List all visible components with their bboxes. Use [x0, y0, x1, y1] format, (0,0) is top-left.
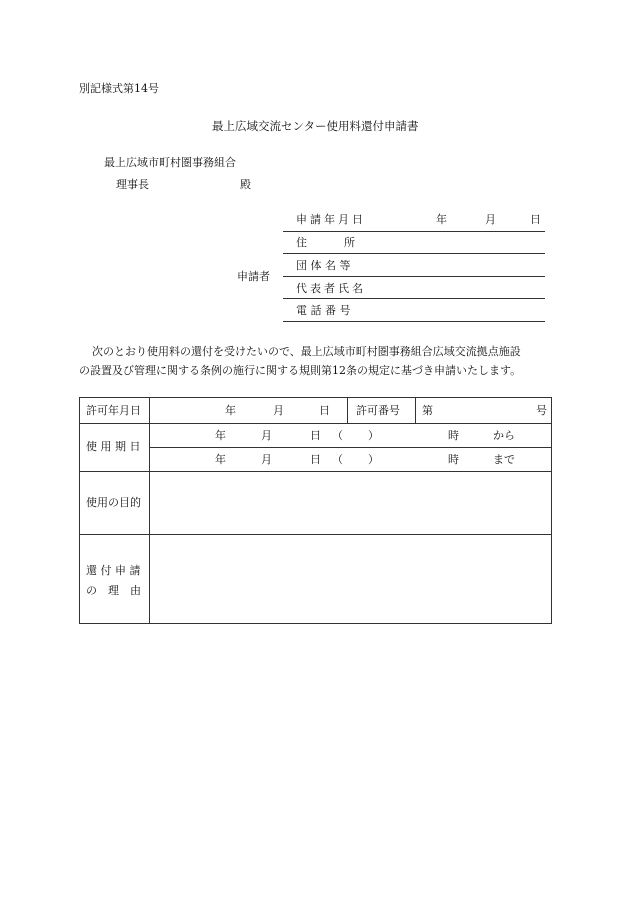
permit-no-label: 許可番号 [356, 404, 400, 417]
form-title: 最上広域交流センター使用料還付申請書 [212, 119, 419, 133]
group-name-label: 団 体 名 等 [296, 259, 351, 272]
permit-date-label: 許可年月日 [86, 404, 141, 417]
purpose-field[interactable] [151, 473, 550, 533]
period-from-kara: から [493, 429, 515, 442]
permit-month-label: 月 [273, 404, 284, 417]
refund-table [79, 397, 552, 624]
reason-label-line-1: 還 付 申 請 [86, 564, 141, 577]
purpose-label: 使用の目的 [86, 496, 141, 509]
period-from-hour: 時 [448, 429, 459, 442]
phone-field[interactable] [283, 321, 545, 322]
addressee-organization: 最上広域市町村圏事務組合 [104, 156, 236, 169]
permit-day-label: 日 [319, 404, 330, 417]
period-until-made: まで [493, 453, 515, 466]
table-border-right [551, 397, 552, 624]
address-label: 住 所 [296, 236, 356, 249]
table-border-left [79, 397, 80, 624]
addressee-role: 理事長 [116, 178, 149, 191]
period-until-hour: 時 [448, 453, 459, 466]
addressee-honorific: 殿 [240, 178, 251, 191]
permit-go-label: 号 [536, 404, 547, 417]
address-field[interactable] [283, 253, 545, 254]
period-from-paren-close: ） [368, 429, 379, 442]
group-name-field[interactable] [283, 276, 545, 277]
period-from-year: 年 [215, 429, 226, 442]
table-row-divider-3 [79, 534, 552, 535]
period-label: 使 用 期 日 [86, 440, 141, 453]
period-until-day: 日 [310, 453, 321, 466]
application-date-underline [283, 231, 545, 232]
period-until-year: 年 [215, 453, 226, 466]
period-from-paren-open: （ [332, 429, 343, 442]
body-text-line-2: の設置及び管理に関する条例の施行に関する規則第12条の規定に基づき申請いたします。 [79, 364, 522, 377]
application-month-label: 月 [485, 213, 496, 226]
period-from-month: 月 [261, 429, 272, 442]
reason-label-line-2: の 理 由 [86, 584, 141, 597]
application-day-label: 日 [530, 213, 541, 226]
form-number: 別記様式第14号 [79, 82, 159, 95]
body-text-line-1: 次のとおり使用料の還付を受けたいので、最上広域市町村圏事務組合広域交流拠点施設 [92, 345, 521, 358]
period-until-month: 月 [261, 453, 272, 466]
representative-label: 代表者氏名 [296, 282, 366, 295]
reason-field[interactable] [151, 536, 550, 622]
table-row-divider-2 [79, 471, 552, 472]
permit-no-divider-right [415, 397, 416, 424]
period-until-paren-close: ） [368, 453, 379, 466]
permit-no-divider-left [347, 397, 348, 424]
table-row-divider-period [150, 447, 552, 448]
permit-year-label: 年 [225, 404, 236, 417]
table-row-divider-1 [79, 423, 552, 424]
permit-dai-label: 第 [422, 404, 433, 417]
table-label-divider [149, 397, 150, 624]
period-until-paren-open: （ [332, 453, 343, 466]
applicant-label: 申請者 [237, 270, 270, 283]
period-from-day: 日 [310, 429, 321, 442]
application-date-label: 申請年月日 [296, 213, 366, 226]
representative-field[interactable] [283, 298, 545, 299]
phone-label: 電 話 番 号 [296, 304, 351, 317]
application-year-label: 年 [436, 213, 447, 226]
